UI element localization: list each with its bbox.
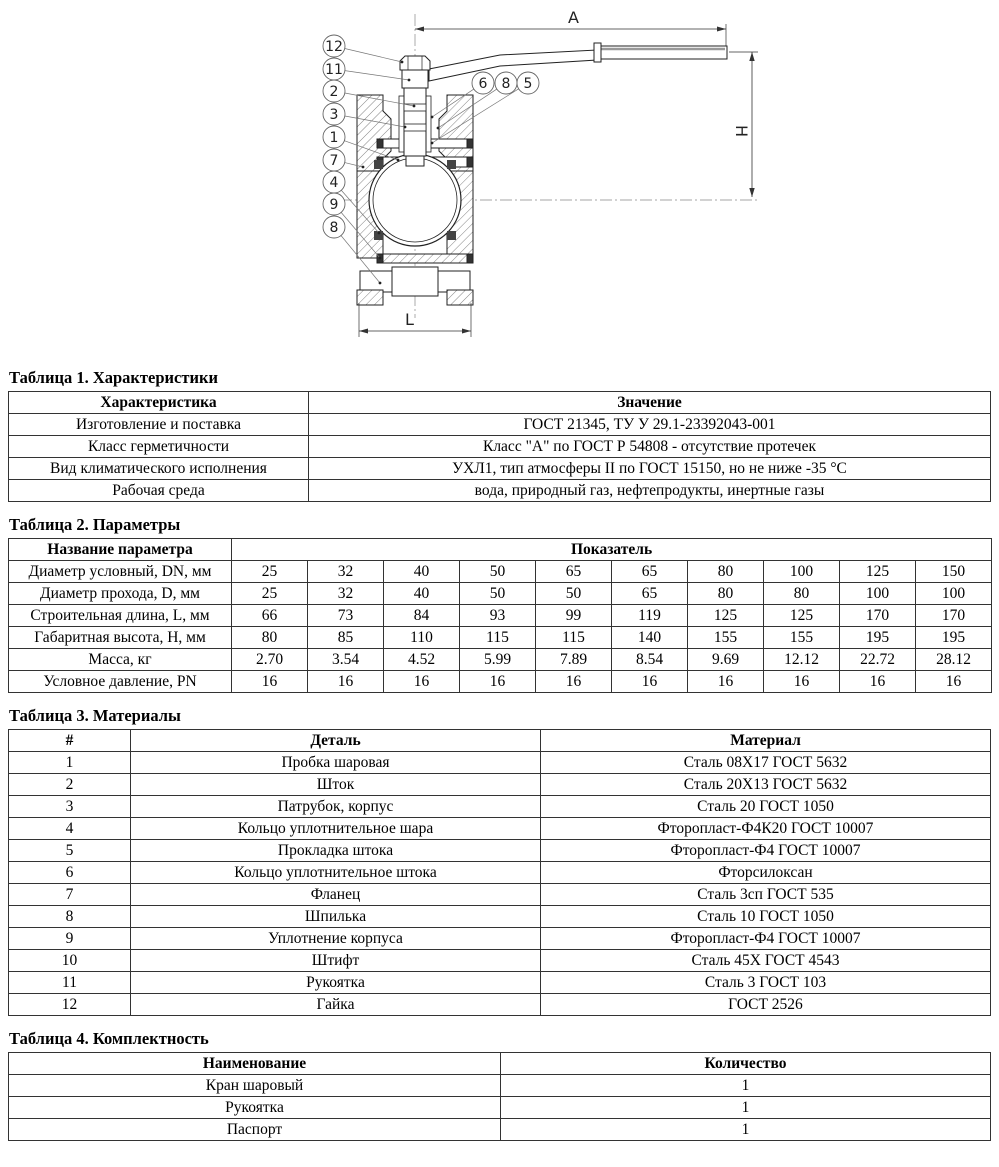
table-row bbox=[9, 928, 991, 950]
table-cell: Класс герметичности bbox=[9, 436, 309, 458]
table-row bbox=[9, 862, 991, 884]
table-cell: Рукоятка bbox=[9, 1097, 501, 1119]
table-cell: 16 bbox=[460, 671, 536, 693]
table-cell: 16 bbox=[840, 671, 916, 693]
table-row bbox=[9, 972, 991, 994]
table-cell: 1 bbox=[501, 1075, 991, 1097]
table4-title: Таблица 4. Комплектность bbox=[9, 1029, 209, 1048]
table-cell: Масса, кг bbox=[9, 649, 232, 671]
dimension-h bbox=[729, 52, 758, 197]
table-row bbox=[9, 752, 991, 774]
table-cell: Уплотнение корпуса bbox=[131, 928, 541, 950]
table-header-row bbox=[9, 1053, 991, 1075]
table-cell: Гайка bbox=[131, 994, 541, 1016]
callout-number: 12 bbox=[325, 39, 343, 55]
table-cell: Фторопласт-Ф4 ГОСТ 10007 bbox=[541, 928, 991, 950]
table-cell: 40 bbox=[384, 583, 460, 605]
callout-11 bbox=[323, 58, 410, 81]
table-cell: Прокладка штока bbox=[131, 840, 541, 862]
table-row bbox=[9, 436, 991, 458]
table-cell: Сталь 08Х17 ГОСТ 5632 bbox=[541, 752, 991, 774]
callout-number: 4 bbox=[329, 175, 339, 191]
table-row bbox=[9, 414, 991, 436]
table-cell: 9.69 bbox=[688, 649, 764, 671]
table-cell: 100 bbox=[840, 583, 916, 605]
table-cell: Фланец bbox=[131, 884, 541, 906]
table-cell: Сталь 20Х13 ГОСТ 5632 bbox=[541, 774, 991, 796]
table-cell: 16 bbox=[916, 671, 992, 693]
table1-title: Таблица 1. Характеристики bbox=[9, 368, 218, 387]
table-cell: 80 bbox=[232, 627, 308, 649]
table-cell: 2.70 bbox=[232, 649, 308, 671]
table-cell: 4 bbox=[9, 818, 131, 840]
table-cell: 40 bbox=[384, 561, 460, 583]
table-row bbox=[9, 480, 991, 502]
column-header: Значение bbox=[309, 392, 991, 414]
table-cell: Сталь 45Х ГОСТ 4543 bbox=[541, 950, 991, 972]
column-header: Характеристика bbox=[9, 392, 309, 414]
parameters-table bbox=[8, 538, 992, 693]
table-row bbox=[9, 818, 991, 840]
table-cell: 16 bbox=[536, 671, 612, 693]
characteristics-table bbox=[8, 391, 991, 502]
table-cell: УХЛ1, тип атмосферы II по ГОСТ 15150, но не ниже -35 °С bbox=[309, 458, 991, 480]
table-header-row bbox=[9, 730, 991, 752]
table-row bbox=[9, 796, 991, 818]
table-row bbox=[9, 1075, 991, 1097]
table-cell: Шпилька bbox=[131, 906, 541, 928]
table-cell: 10 bbox=[9, 950, 131, 972]
dimension-a bbox=[415, 8, 726, 46]
table-cell: 155 bbox=[688, 627, 764, 649]
dimension-l bbox=[359, 303, 471, 337]
dim-a-label: A bbox=[568, 8, 579, 27]
column-header: Название параметра bbox=[9, 539, 232, 561]
table-cell: Кольцо уплотнительное шара bbox=[131, 818, 541, 840]
table-cell: 4.52 bbox=[384, 649, 460, 671]
table-row bbox=[9, 671, 992, 693]
table-cell: 85 bbox=[308, 627, 384, 649]
table-cell: 25 bbox=[232, 583, 308, 605]
table-cell: 155 bbox=[764, 627, 840, 649]
callout-number: 3 bbox=[329, 107, 339, 123]
dim-h-label: H bbox=[732, 125, 751, 138]
table-cell: Сталь 3сп ГОСТ 535 bbox=[541, 884, 991, 906]
table-cell: 50 bbox=[460, 561, 536, 583]
dim-l-label: L bbox=[405, 310, 414, 329]
table-cell: 1 bbox=[501, 1119, 991, 1141]
callout-number: 5 bbox=[523, 76, 533, 92]
column-header: Количество bbox=[501, 1053, 991, 1075]
table-cell: 125 bbox=[764, 605, 840, 627]
table-cell: 150 bbox=[916, 561, 992, 583]
callout-number: 8 bbox=[501, 76, 511, 92]
table-cell: 12 bbox=[9, 994, 131, 1016]
table-cell: 93 bbox=[460, 605, 536, 627]
table-cell: 7.89 bbox=[536, 649, 612, 671]
table-cell: 195 bbox=[840, 627, 916, 649]
table-cell: ГОСТ 21345, ТУ У 29.1-23392043-001 bbox=[309, 414, 991, 436]
table-cell: 25 bbox=[232, 561, 308, 583]
column-header: Деталь bbox=[131, 730, 541, 752]
table-cell: 140 bbox=[612, 627, 688, 649]
table-cell: 3.54 bbox=[308, 649, 384, 671]
table-cell: ГОСТ 2526 bbox=[541, 994, 991, 1016]
table-cell: Рукоятка bbox=[131, 972, 541, 994]
table-row bbox=[9, 884, 991, 906]
table-cell: 50 bbox=[536, 583, 612, 605]
table-cell: Фторопласт-Ф4 ГОСТ 10007 bbox=[541, 840, 991, 862]
table-cell: 84 bbox=[384, 605, 460, 627]
table-cell: 66 bbox=[232, 605, 308, 627]
table-cell: 16 bbox=[232, 671, 308, 693]
table-cell: 80 bbox=[688, 561, 764, 583]
table-cell: 22.72 bbox=[840, 649, 916, 671]
table-row bbox=[9, 458, 991, 480]
table-cell: 7 bbox=[9, 884, 131, 906]
table-cell: Сталь 3 ГОСТ 103 bbox=[541, 972, 991, 994]
table-row bbox=[9, 950, 991, 972]
table-cell: 99 bbox=[536, 605, 612, 627]
table-cell: 110 bbox=[384, 627, 460, 649]
valve-technical-drawing bbox=[0, 0, 999, 355]
table-row bbox=[9, 583, 992, 605]
column-header: # bbox=[9, 730, 131, 752]
table-cell: Шток bbox=[131, 774, 541, 796]
column-header: Материал bbox=[541, 730, 991, 752]
column-header: Наименование bbox=[9, 1053, 501, 1075]
table-cell: Паспорт bbox=[9, 1119, 501, 1141]
table-cell: 32 bbox=[308, 583, 384, 605]
table-cell: 100 bbox=[916, 583, 992, 605]
column-header: Показатель bbox=[232, 539, 992, 561]
table-cell: 65 bbox=[612, 583, 688, 605]
table-row bbox=[9, 605, 992, 627]
table-cell: Диаметр условный, DN, мм bbox=[9, 561, 232, 583]
table-cell: 125 bbox=[840, 561, 916, 583]
table-cell: 100 bbox=[764, 561, 840, 583]
table-header-row bbox=[9, 392, 991, 414]
table-cell: 8 bbox=[9, 906, 131, 928]
table-cell: Сталь 10 ГОСТ 1050 bbox=[541, 906, 991, 928]
table2-title: Таблица 2. Параметры bbox=[9, 515, 181, 534]
table-cell: 1 bbox=[9, 752, 131, 774]
table3-title: Таблица 3. Материалы bbox=[9, 706, 181, 725]
table-cell: 28.12 bbox=[916, 649, 992, 671]
table-row bbox=[9, 1119, 991, 1141]
table-row bbox=[9, 906, 991, 928]
valve-body bbox=[357, 56, 473, 305]
table-cell: Вид климатического исполнения bbox=[9, 458, 309, 480]
table-cell: 65 bbox=[612, 561, 688, 583]
table-cell: 16 bbox=[688, 671, 764, 693]
table-cell: 73 bbox=[308, 605, 384, 627]
table-cell: 119 bbox=[612, 605, 688, 627]
materials-table bbox=[8, 729, 991, 1016]
table-cell: 1 bbox=[501, 1097, 991, 1119]
table-cell: Кольцо уплотнительное штока bbox=[131, 862, 541, 884]
table-row bbox=[9, 627, 992, 649]
table-cell: 65 bbox=[536, 561, 612, 583]
table-cell: Фторопласт-Ф4К20 ГОСТ 10007 bbox=[541, 818, 991, 840]
completeness-table bbox=[8, 1052, 991, 1141]
table-row bbox=[9, 994, 991, 1016]
table-cell: Сталь 20 ГОСТ 1050 bbox=[541, 796, 991, 818]
table-cell: Пробка шаровая bbox=[131, 752, 541, 774]
callout-number: 2 bbox=[329, 84, 339, 100]
table-cell: 8.54 bbox=[612, 649, 688, 671]
table-cell: 11 bbox=[9, 972, 131, 994]
table-cell: 12.12 bbox=[764, 649, 840, 671]
callout-number: 9 bbox=[329, 197, 339, 213]
table-cell: Класс "А" по ГОСТ Р 54808 - отсутствие протечек bbox=[309, 436, 991, 458]
table-cell: 5 bbox=[9, 840, 131, 862]
table-cell: 32 bbox=[308, 561, 384, 583]
callout-number: 8 bbox=[329, 220, 339, 236]
table-cell: 16 bbox=[612, 671, 688, 693]
callout-number: 11 bbox=[325, 62, 343, 78]
table-cell: Штифт bbox=[131, 950, 541, 972]
table-cell: Условное давление, PN bbox=[9, 671, 232, 693]
table-cell: Фторсилоксан bbox=[541, 862, 991, 884]
table-cell: 16 bbox=[764, 671, 840, 693]
table-row bbox=[9, 561, 992, 583]
table-cell: 170 bbox=[916, 605, 992, 627]
table-cell: 80 bbox=[688, 583, 764, 605]
table-cell: 115 bbox=[460, 627, 536, 649]
table-row bbox=[9, 840, 991, 862]
table-row bbox=[9, 1097, 991, 1119]
table-cell: 16 bbox=[308, 671, 384, 693]
table-cell: вода, природный газ, нефтепродукты, инертные газы bbox=[309, 480, 991, 502]
table-cell: Рабочая среда bbox=[9, 480, 309, 502]
table-row bbox=[9, 774, 991, 796]
table-cell: 125 bbox=[688, 605, 764, 627]
table-cell: 9 bbox=[9, 928, 131, 950]
table-cell: 195 bbox=[916, 627, 992, 649]
table-header-row bbox=[9, 539, 992, 561]
table-cell: 5.99 bbox=[460, 649, 536, 671]
callout-number: 7 bbox=[329, 153, 339, 169]
table-cell: Изготовление и поставка bbox=[9, 414, 309, 436]
table-cell: Строительная длина, L, мм bbox=[9, 605, 232, 627]
table-cell: Кран шаровый bbox=[9, 1075, 501, 1097]
table-row bbox=[9, 649, 992, 671]
table-cell: Патрубок, корпус bbox=[131, 796, 541, 818]
valve-handle bbox=[429, 43, 727, 81]
table-cell: 2 bbox=[9, 774, 131, 796]
table-cell: 50 bbox=[460, 583, 536, 605]
table-cell: 170 bbox=[840, 605, 916, 627]
drawing-area bbox=[0, 0, 999, 355]
callout-number: 6 bbox=[478, 76, 488, 92]
table-cell: 115 bbox=[536, 627, 612, 649]
table-cell: 6 bbox=[9, 862, 131, 884]
callout-number: 1 bbox=[329, 130, 339, 146]
table-cell: Габаритная высота, Н, мм bbox=[9, 627, 232, 649]
table-cell: 16 bbox=[384, 671, 460, 693]
table-cell: 80 bbox=[764, 583, 840, 605]
table-cell: 3 bbox=[9, 796, 131, 818]
table-cell: Диаметр прохода, D, мм bbox=[9, 583, 232, 605]
